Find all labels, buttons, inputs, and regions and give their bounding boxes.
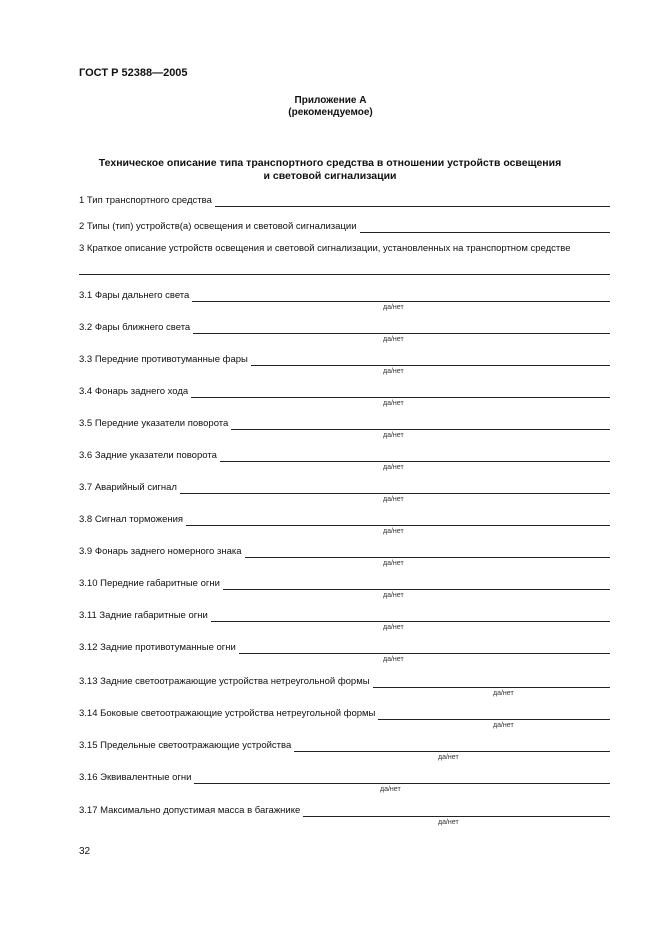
device-item-label: 3.6 Задние указатели поворота bbox=[79, 450, 217, 461]
device-item-row[interactable] bbox=[79, 514, 610, 526]
yes-no-hint: да/нет bbox=[383, 464, 404, 471]
device-item-row[interactable] bbox=[79, 642, 610, 654]
device-item-underline[interactable] bbox=[239, 643, 610, 654]
device-item-underline[interactable] bbox=[251, 355, 610, 366]
device-item-label: 3.3 Передние противотуманные фары bbox=[79, 354, 248, 365]
device-item-row[interactable] bbox=[79, 578, 610, 590]
page-number: 32 bbox=[79, 846, 91, 857]
device-item-underline[interactable] bbox=[186, 515, 610, 526]
yes-no-hint: да/нет bbox=[383, 592, 404, 599]
device-item-underline[interactable] bbox=[294, 741, 610, 752]
device-item-label: 3.11 Задние габаритные огни bbox=[79, 610, 208, 621]
yes-no-hint: да/нет bbox=[383, 624, 404, 631]
device-item-label: 3.15 Предельные светоотражающие устройства bbox=[79, 740, 292, 751]
document-code: ГОСТ Р 52388—2005 bbox=[79, 67, 188, 79]
yes-no-hint: да/нет bbox=[493, 690, 514, 697]
device-item-row[interactable] bbox=[79, 386, 610, 398]
device-item-underline[interactable] bbox=[220, 451, 610, 462]
device-item-underline[interactable] bbox=[245, 547, 610, 558]
device-item-underline[interactable] bbox=[378, 709, 610, 720]
yes-no-hint: да/нет bbox=[383, 560, 404, 567]
device-item-underline[interactable] bbox=[303, 806, 610, 817]
device-item-row[interactable] bbox=[79, 610, 610, 622]
device-item-label: 3.4 Фонарь заднего хода bbox=[79, 386, 189, 397]
field-label: 2 Типы (тип) устройств(а) освещения и световой сигнализации bbox=[79, 221, 357, 232]
device-item-label: 3.1 Фары дальнего света bbox=[79, 290, 190, 301]
device-item-label: 3.12 Задние противотуманные огни bbox=[79, 642, 236, 653]
device-item-label: 3.5 Передние указатели поворота bbox=[79, 418, 229, 429]
device-item-label: 3.13 Задние светоотражающие устройства нетреугольной формы bbox=[79, 676, 370, 687]
device-item-underline[interactable] bbox=[231, 419, 610, 430]
yes-no-hint: да/нет bbox=[383, 400, 404, 407]
document-title-line-1: Техническое описание типа транспортного средства в отношении устройств освещения bbox=[98, 157, 562, 169]
device-item-underline[interactable] bbox=[191, 387, 610, 398]
device-item-label: 3.8 Сигнал торможения bbox=[79, 514, 184, 525]
yes-no-hint: да/нет bbox=[438, 819, 459, 826]
device-item-label: 3.9 Фонарь заднего номерного знака bbox=[79, 546, 242, 557]
device-item-row[interactable] bbox=[79, 354, 610, 366]
yes-no-hint: да/нет bbox=[438, 754, 459, 761]
device-item-underline[interactable] bbox=[223, 579, 610, 590]
document-title bbox=[80, 157, 580, 183]
device-item-row[interactable] bbox=[79, 482, 610, 494]
device-item-row[interactable] bbox=[79, 740, 610, 752]
device-item-underline[interactable] bbox=[211, 611, 610, 622]
device-item-label: 3.2 Фары ближнего света bbox=[79, 322, 191, 333]
document-title-line-2: и световой сигнализации bbox=[263, 170, 397, 182]
device-item-underline[interactable] bbox=[193, 323, 610, 334]
field-label: 1 Тип транспортного средства bbox=[79, 195, 212, 206]
device-item-underline[interactable] bbox=[192, 291, 610, 302]
device-item-row[interactable] bbox=[79, 290, 610, 302]
device-item-row[interactable] bbox=[79, 676, 610, 688]
description-underline[interactable] bbox=[79, 274, 610, 275]
device-item-row[interactable] bbox=[79, 805, 610, 817]
yes-no-hint: да/нет bbox=[383, 368, 404, 375]
field-label: 3 Краткое описание устройств освещения и световой сигнализации, установленных на транспортном средстве bbox=[79, 243, 571, 254]
yes-no-hint: да/нет bbox=[383, 336, 404, 343]
appendix-title: Приложение А bbox=[294, 95, 367, 106]
device-item-label: 3.10 Передние габаритные огни bbox=[79, 578, 220, 589]
device-item-row[interactable] bbox=[79, 418, 610, 430]
device-item-row[interactable] bbox=[79, 772, 610, 784]
device-item-label: 3.14 Боковые светоотражающие устройства нетреугольной формы bbox=[79, 708, 376, 719]
device-item-row[interactable] bbox=[79, 546, 610, 558]
device-item-row[interactable] bbox=[79, 450, 610, 462]
yes-no-hint: да/нет bbox=[493, 722, 514, 729]
appendix-subtitle: (рекомендуемое) bbox=[288, 107, 373, 118]
yes-no-hint: да/нет bbox=[383, 656, 404, 663]
device-item-underline[interactable] bbox=[180, 483, 610, 494]
device-item-underline[interactable] bbox=[373, 677, 610, 688]
device-item-underline[interactable] bbox=[194, 773, 610, 784]
device-item-label: 3.16 Эквивалентные огни bbox=[79, 772, 192, 783]
device-item-row[interactable] bbox=[79, 708, 610, 720]
device-item-row[interactable] bbox=[79, 322, 610, 334]
yes-no-hint: да/нет bbox=[383, 304, 404, 311]
yes-no-hint: да/нет bbox=[383, 432, 404, 439]
yes-no-hint: да/нет bbox=[380, 786, 401, 793]
form-field-vehicle-type[interactable] bbox=[79, 195, 610, 207]
yes-no-hint: да/нет bbox=[383, 496, 404, 503]
form-field-device-types[interactable] bbox=[79, 221, 610, 233]
form-field-device-description bbox=[79, 243, 619, 255]
yes-no-hint: да/нет bbox=[383, 528, 404, 535]
device-item-label: 3.7 Аварийный сигнал bbox=[79, 482, 177, 493]
device-item-label: 3.17 Максимально допустимая масса в багажнике bbox=[79, 805, 301, 816]
field-underline[interactable] bbox=[360, 222, 611, 233]
field-underline[interactable] bbox=[215, 196, 610, 207]
